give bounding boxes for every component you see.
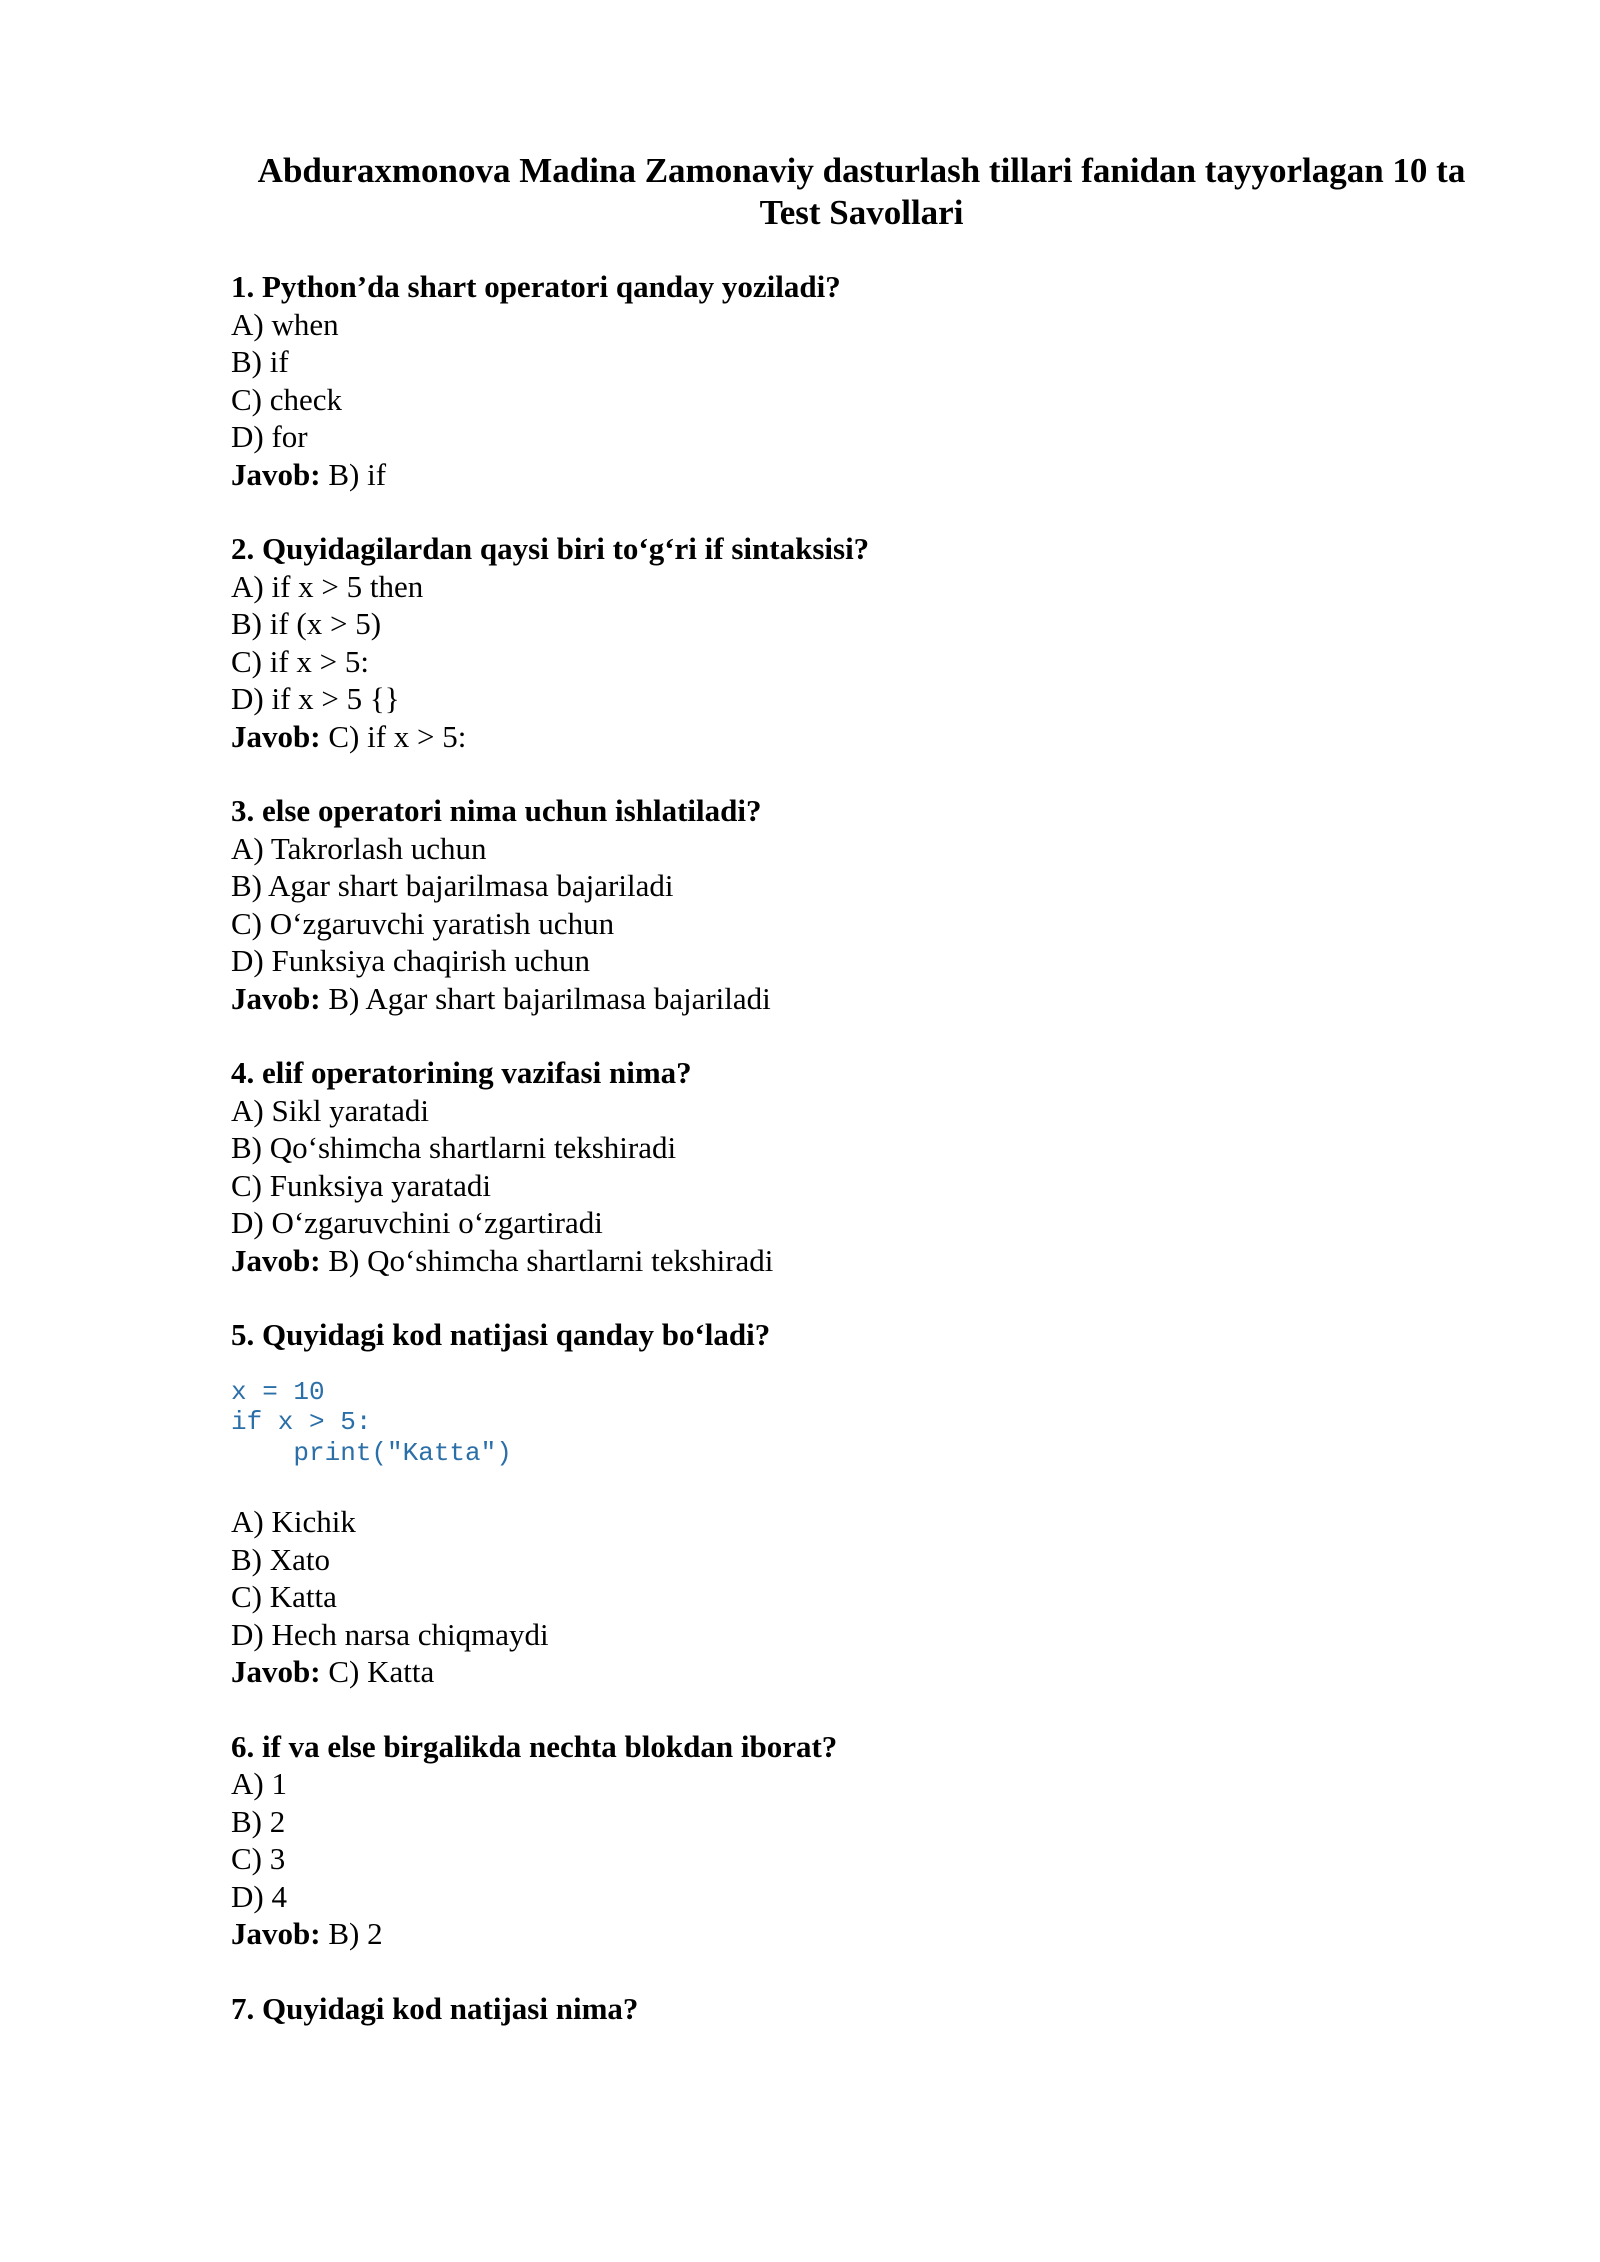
document-title — [231, 150, 1492, 234]
answer-value: B) 2 — [328, 1916, 383, 1951]
question-text: 5. Quyidagi kod natijasi qanday bo‘ladi? — [231, 1317, 771, 1352]
answer-line — [231, 718, 1492, 756]
question-text: 2. Quyidagilardan qaysi biri to‘g‘ri if sintaksisi? — [231, 531, 870, 566]
option-b: B) if — [231, 344, 289, 379]
answer-label: Javob: — [231, 718, 321, 754]
option-a: A) Sikl yaratadi — [231, 1092, 430, 1128]
answer-line — [231, 456, 1492, 494]
question-4 — [231, 1054, 1492, 1279]
answer-value: C) Katta — [328, 1654, 435, 1689]
option-c: C) 3 — [231, 1841, 286, 1876]
option-a: A) when — [231, 306, 339, 342]
option-b: B) Xato — [231, 1541, 331, 1577]
option-c: C) if x > 5: — [231, 643, 370, 679]
answer-label: Javob: — [231, 1654, 321, 1689]
option-d: D) if x > 5 {} — [231, 681, 400, 716]
question-1 — [231, 268, 1492, 493]
question-2 — [231, 530, 1492, 755]
option-c: C) Katta — [231, 1579, 337, 1614]
option-a: A) if x > 5 then — [231, 568, 424, 604]
option-a: A) Takrorlash uchun — [231, 830, 487, 866]
answer-label: Javob: — [231, 456, 321, 492]
answer-line — [231, 1915, 1492, 1953]
answer-label: Javob: — [231, 1242, 321, 1278]
answer-line — [231, 1242, 1492, 1280]
option-a: A) Kichik — [231, 1504, 356, 1539]
option-d: D) Hech narsa chiqmaydi — [231, 1616, 549, 1652]
title-line-1: Abduraxmonova Madina Zamonaviy dasturlash tillari fanidan tayyorlagan 10 ta — [257, 151, 1466, 190]
answer-label: Javob: — [231, 980, 321, 1016]
answer-value: C) if x > 5: — [328, 718, 467, 754]
question-text: 1. Python’da shart operatori qanday yoziladi? — [231, 269, 841, 304]
answer-value: B) Agar shart bajarilmasa bajariladi — [328, 980, 771, 1016]
code-line: print("Katta") — [231, 1437, 512, 1468]
question-text: 7. Quyidagi kod natijasi nima? — [231, 1990, 639, 2026]
option-d: D) Funksiya chaqirish uchun — [231, 943, 591, 978]
code-block — [231, 1377, 1492, 1469]
question-5 — [231, 1316, 1492, 1691]
option-b: B) Qo‘shimcha shartlarni tekshiradi — [231, 1130, 677, 1165]
answer-line — [231, 1653, 1492, 1691]
option-b: B) if (x > 5) — [231, 606, 382, 641]
question-text: 6. if va else birgalikda nechta blokdan iborat? — [231, 1728, 838, 1764]
code-line: x = 10 — [231, 1376, 325, 1407]
option-b: B) Agar shart bajarilmasa bajariladi — [231, 868, 674, 903]
answer-value: B) Qo‘shimcha shartlarni tekshiradi — [328, 1242, 774, 1278]
option-d: D) O‘zgaruvchini o‘zgartiradi — [231, 1205, 603, 1240]
answer-line — [231, 980, 1492, 1018]
option-c: C) check — [231, 381, 343, 417]
question-7 — [231, 1990, 1492, 2028]
question-text: 4. elif operatorining vazifasi nima? — [231, 1055, 692, 1090]
code-line: if x > 5: — [231, 1407, 372, 1437]
question-6 — [231, 1728, 1492, 1953]
question-text: 3. else operatori nima uchun ishlatiladi? — [231, 793, 762, 828]
option-a: A) 1 — [231, 1766, 287, 1801]
answer-value: B) if — [328, 456, 387, 492]
option-d: D) 4 — [231, 1878, 287, 1914]
option-d: D) for — [231, 419, 308, 454]
option-b: B) 2 — [231, 1803, 286, 1839]
title-line-2: Test Savollari — [759, 193, 964, 232]
option-c: C) O‘zgaruvchi yaratish uchun — [231, 905, 615, 941]
option-c: C) Funksiya yaratadi — [231, 1167, 492, 1203]
answer-label: Javob: — [231, 1916, 321, 1951]
question-3 — [231, 792, 1492, 1017]
